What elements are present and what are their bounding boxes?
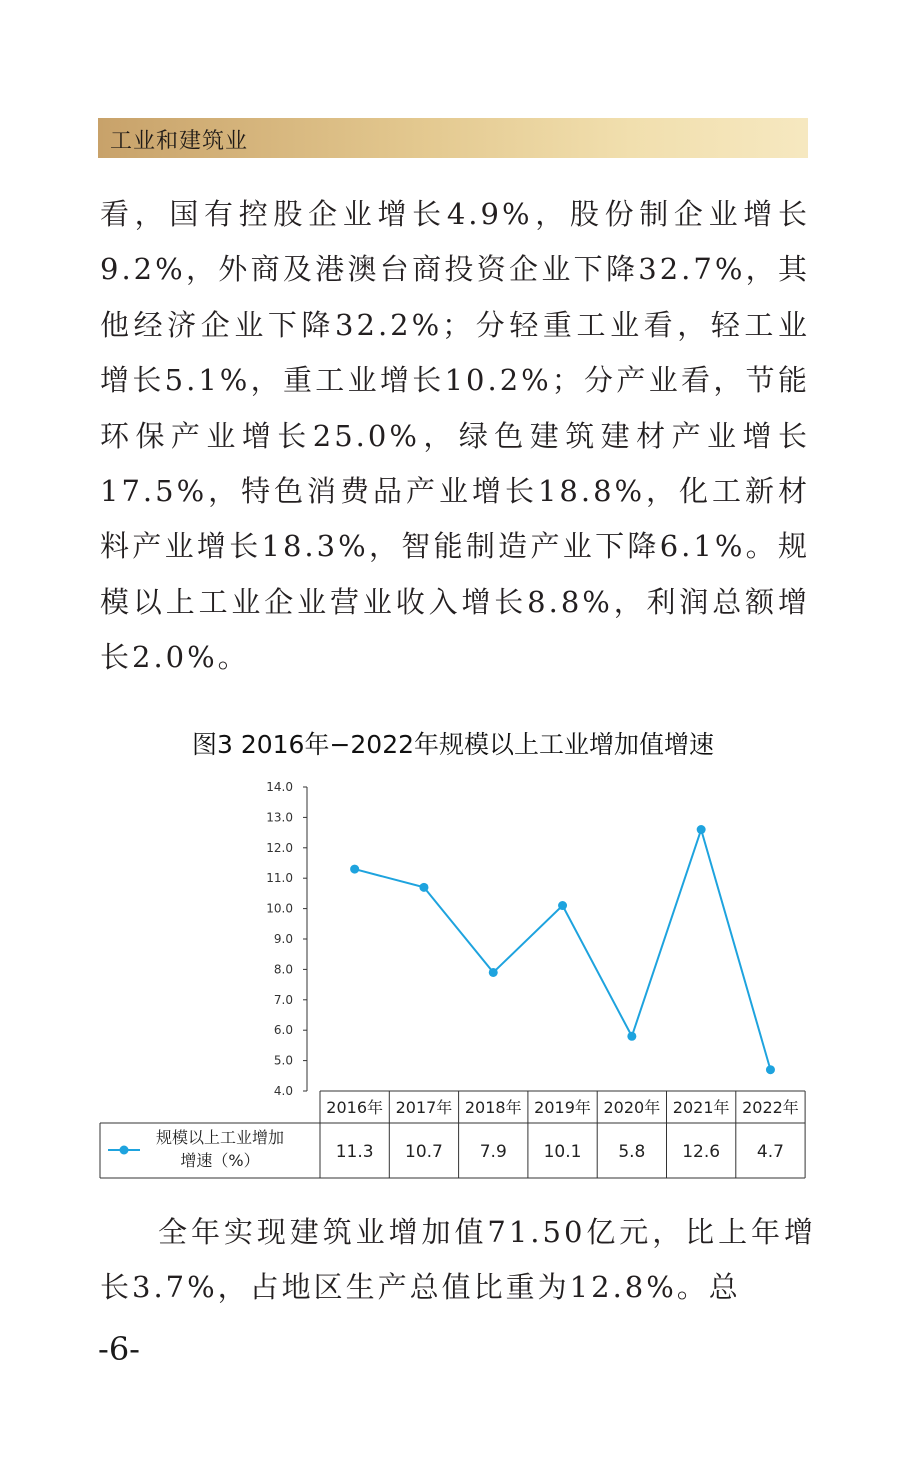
data-point xyxy=(489,968,498,977)
section-header-bar xyxy=(98,118,808,158)
figure-title: 图3 2016年−2022年规模以上工业增加值增速 xyxy=(191,730,715,759)
x-category-label: 2016年 xyxy=(326,1098,384,1117)
x-category-label: 2017年 xyxy=(395,1098,453,1117)
y-tick-label: 13.0 xyxy=(266,810,293,825)
y-tick-label: 7.0 xyxy=(273,992,293,1007)
line-chart xyxy=(0,770,906,1185)
x-category-label: 2021年 xyxy=(672,1098,730,1117)
legend-label-line-2: 增速（%） xyxy=(180,1151,260,1170)
y-tick-label: 4.0 xyxy=(273,1084,293,1098)
data-point xyxy=(558,901,567,910)
data-label: 12.6 xyxy=(682,1142,721,1162)
data-point xyxy=(766,1065,775,1074)
x-category-label: 2019年 xyxy=(534,1098,591,1117)
data-label: 5.8 xyxy=(618,1142,646,1162)
page-number: -6- xyxy=(98,1330,140,1368)
y-tick-label: 12.0 xyxy=(266,840,293,855)
series-line xyxy=(355,830,771,1070)
x-category-label: 2020年 xyxy=(603,1098,661,1117)
data-label: 10.1 xyxy=(543,1142,582,1162)
data-label: 4.7 xyxy=(756,1142,784,1162)
data-point xyxy=(697,825,706,834)
y-tick-label: 11.0 xyxy=(266,871,293,886)
data-label: 7.9 xyxy=(479,1142,507,1162)
y-tick-label: 5.0 xyxy=(273,1053,293,1068)
body-paragraph-2: 全年实现建筑业增加值71.50亿元，比上年增长3.7%，占地区生产总值比重为12.8%。总 xyxy=(100,1215,816,1305)
data-point xyxy=(419,883,428,892)
y-tick-label: 10.0 xyxy=(266,901,293,916)
y-tick-label: 14.0 xyxy=(266,780,293,794)
section-title: 工业和建筑业 xyxy=(110,129,249,154)
x-category-label: 2022年 xyxy=(742,1098,799,1117)
y-tick-label: 6.0 xyxy=(273,1023,293,1038)
data-label: 11.3 xyxy=(335,1142,374,1162)
legend-label-line-1: 规模以上工业增加 xyxy=(155,1128,285,1147)
data-point xyxy=(627,1032,636,1041)
y-tick-label: 9.0 xyxy=(273,932,293,946)
x-category-label: 2018年 xyxy=(464,1098,522,1117)
body-paragraph-1: 看，国有控股企业增长4.9%，股份制企业增长9.2%，外商及港澳台商投资企业下降32.7%，其他经济企业下降32.2%；分轻重工业看，轻工业增长5.1%，重工业增长10.2%；分产业看，节能环保产业增长25.0%，绿色建筑建材产业增长17.5%，特色消费品产业增长18.8%，化工新材料产业增长18.3%，智能制造产业下降6.1%。规模以上工业企业营业收入增长8.8%，利润总额增长2.0%。 xyxy=(100,197,810,675)
y-tick-label: 8.0 xyxy=(273,962,293,977)
data-point xyxy=(350,865,359,874)
data-label: 10.7 xyxy=(405,1142,443,1162)
legend-marker xyxy=(120,1146,129,1155)
